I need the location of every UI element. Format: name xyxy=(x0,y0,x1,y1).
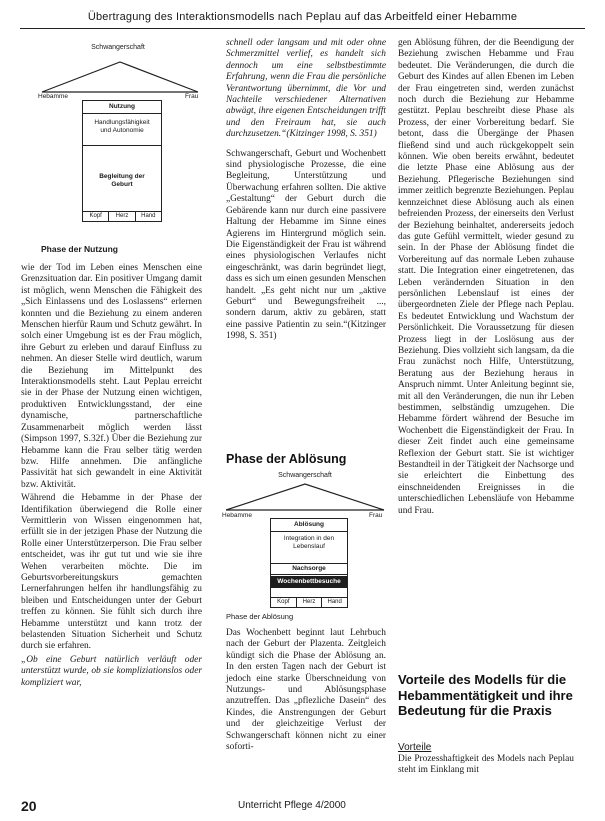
phase-activity: Begleitung der Geburt xyxy=(99,173,145,188)
phase-band-wochenbett: Wochenbettbesuche xyxy=(271,576,347,588)
diagram-left-label: Hebamme xyxy=(38,93,68,100)
page-number: 20 xyxy=(21,798,37,814)
paragraph: Schwangerschaft, Geburt und Wochenbett sind physiologische Prozesse, die eine Begleitung, Unterstützung und Überwachung erfahren sollten. Die aktive „Gestaltung“ der Geburt durch die Gebärende kann nur durch eine passivere Haltung der Hebamme im Sinne eines Agierens im Hintergrund möglich sein. Die Eigenständigkeit der Frau ist während eines physiologischen Verlaufes nicht eingeschränkt, was darin begründet liegt, dass es sich um einen gesunden Menschen handelt. „Es geht nicht nur um „aktive Geburt“ und Bewegungsfreiheit ..., sondern darum, aktiv zu gebären, statt eine passive Patientin zu sein.“(Kitzinger 1998, S. 351) xyxy=(226,148,386,342)
diagram-nutzung xyxy=(38,44,203,222)
diagram-top-label: Schwangerschaft xyxy=(91,44,145,51)
weeks-hand: Hand xyxy=(141,213,156,219)
weeks-hand: Hand xyxy=(327,599,342,605)
running-header: Übertragung des Interaktionsmodells nach Peplau auf das Arbeitfeld einer Hebamme xyxy=(20,8,585,29)
phase-band-nachsorge: Nachsorge xyxy=(271,563,347,575)
phase-goal: Handlungsfähigkeit und Autonomie xyxy=(94,119,150,134)
phase-goal: Integration in den Lebenslauf xyxy=(283,535,335,550)
weeks-kopf: Kopf xyxy=(83,212,109,221)
caption-abloesung: Phase der Ablösung xyxy=(226,612,294,621)
paragraph: Die Prozesshaftigkeit des Models nach Peplau steht im Einklang mit xyxy=(398,754,574,776)
section-heading-vorteile: Vorteile des Modells für die Hebammentätigkeit und ihre Bedeutung für die Praxis xyxy=(398,672,573,718)
diagram-right-label: Frau xyxy=(185,93,199,100)
paragraph: gen Ablösung führen, der die Beendigung der Beziehung zwischen Hebamme und Frau bedeutet. Die Veränderungen, die durch die Geburt des Kindes auf allen Ebenen im Leben der Frau eingetreten sind, werden zunächst noch durch die Beziehung zur Hebamme gestützt. Peplau beschreibt diese Phase als Prozess, der einer Vorbereitung bedarf. Sie betont, dass die Übergänge der Phasen fließend sind und auch rückgekoppelt sein können. Wie oben bereits erwähnt, bedeutet die letzte Phase eine Ablösung aus der Beziehung. Pflegerische Beziehungen sind immer zeitlich begrenzte Beziehungen. Peplau kennzeichnet diese Ablösung auch als einen befreienden Prozess, der einerseits den Verlust der Beziehung beinhaltet, andererseits jedoch das gute Gefühl vermittelt, wieder gesund zu sein. In der Phase der Ablösung findet die Vorbereitung auf das normale Leben zuhause statt. Die Integration einer eingetretenen, das Leben verändernden Situation in den persönlichen Lebenslauf ist eines der übergeordneten Ziele der Pflege nach Peplau. Es bedeutet Entwicklung und Wachstum der Persönlichkeit. Die Voraussetzung für diesen Prozess liegt in der Loslösung aus der Beziehung. Dies vollzieht sich langsam, da die Frau zunächst noch Hilfe, Unterstützung, Beratung aus der Beziehung heraus in Anspruch nimmt. Unter Anleitung beginnt sie, mit all den Veränderungen, die nun ihr Leben bestimmen, selbständig umzugehen. Die Hebamme fördert während der Besuche im Wochenbett die Eigenständigkeit der Frau. In dieser Zeit findet auch eine gemeinsame Reflexion der Geburt statt. Sie ist wichtiger Bestandteil in der Tätigkeit der Nachsorge und sie erleichtert die Einbettung des einschneidenden Ereignisses in die unterschiedlichen Lebensläufe von Hebamme und Frau. xyxy=(398,38,574,516)
paragraph: wie der Tod im Leben eines Menschen eine Grenzsituation dar. Ein positiver Umgang damit ist möglich, wenn Menschen die Fähigkeit des „Sich Einlassens und des Loslassens“ erlernen konnten und die Beziehung zu einem anderen Menschen hierfür Raum und Schutz gewährt. In solch einer Umgebung ist es der Frau möglich, ihre Geburt zu erleben und darauf Einfluss zu nehmen. An dieser Stelle wird deutlich, warum die Beziehung im Mittelpunkt des Interaktionsmodells steht. Laut Peplau erreicht sie in der Phase der Nutzung einen wichtigen, produktiven Entwicklungsstand, der eine dynamische, partnerschaftliche Zusammenarbeit möglich werden lässt (Simpson 1997, S.32f.) Über die Beziehung zur Hebamme kann die Frau selber tätig werden bzw. Hilfe annehmen. Die anfängliche Passivität hat sich gewandelt in eine Aktivität bzw. Aktivität. xyxy=(21,263,202,490)
diagram-abloesung xyxy=(222,472,388,612)
phase-title: Nutzung xyxy=(109,103,135,110)
phase-box xyxy=(82,100,162,212)
paragraph: Während die Hebamme in der Phase der Identifikation überwiegend die Rolle einer Vermittlerin von Wissen eingenommen hat, erfüllt sie in der jetzigen Phase der Nutzung die Rolle einer Unterstützerperson. Die Frau selber entscheidet, was ihr gut tut und wie sie ihre Wehen verarbeiten möchte. Die im Geburtsvorbereitungskurs gemachten Lernerfahrungen helfen ihr handlungsfähig zu bleiben und Entscheidungen unter der Geburt treffen zu können. Sie fühlt sich durch ihre Hebamme unterstützt und kann trotz der belastenden Situation Sicherheit und Schutz durch sie erfahren. xyxy=(21,493,202,652)
weeks-kopf: Kopf xyxy=(271,598,297,607)
kopf-herz-hand-bar xyxy=(270,597,348,608)
diagram-right-label: Frau xyxy=(369,512,383,519)
paragraph: Das Wochenbett beginnt laut Lehrbuch nach der Geburt der Plazenta. Zeitgleich kündigt sich die Phase der Ablösung an. In den ersten Tagen nach der Geburt ist jedoch eine starke Überschneidung von Nutzungs- und Ablösungsphase anzutreffen. Das „pflezliche Dasein“ des Kindes, die Anstrengungen der Geburt und der gleichzeitige Verlust der Schwangerschaft können nicht zu einer soforti- xyxy=(226,628,386,753)
kopf-herz-hand-bar xyxy=(82,211,162,222)
column-3-bottom xyxy=(398,754,574,777)
paragraph: schnell oder langsam und mit oder ohne Schmerzmittel verlief, es handelt sich dennoch um eine selbstbestimmte Erfahrung, wenn die Frau die persönliche Verantwortung übernimmt, die Vor und Nachteile verschiedener Alternativen abwägt, ihre eigenen Entscheidungen trifft und den Freiraum hat, sie auch durchzusetzen.“(Kitzinger 1998, S. 351) xyxy=(226,38,386,140)
subheading-vorteile: Vorteile xyxy=(398,742,432,753)
column-2-bottom xyxy=(226,628,386,753)
column-2-top xyxy=(226,38,386,343)
diagram-left-label: Hebamme xyxy=(222,512,252,519)
section-heading-abloesung: Phase der Ablösung xyxy=(226,452,347,466)
paragraph: „Ob eine Geburt natürlich verläuft oder unterstützt wurde, ob sie kompliziationslos oder kompliziert war, xyxy=(21,654,202,688)
caption-nutzung: Phase der Nutzung xyxy=(41,244,118,254)
weeks-herz: Herz xyxy=(109,212,135,221)
diagram-top-label: Schwangerschaft xyxy=(278,472,332,479)
phase-title: Ablösung xyxy=(294,521,324,528)
phase-box xyxy=(270,518,348,598)
weeks-herz: Herz xyxy=(297,598,323,607)
journal-footer: Unterricht Pflege 4/2000 xyxy=(238,800,346,811)
column-1 xyxy=(21,263,202,689)
column-3 xyxy=(398,38,574,517)
